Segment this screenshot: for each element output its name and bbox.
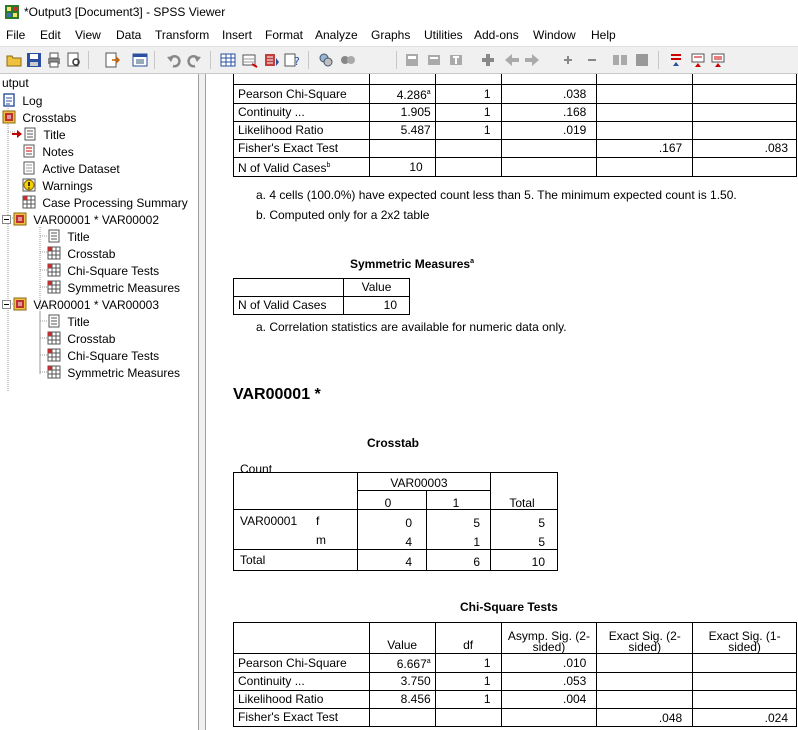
crosstab-title: Crosstab xyxy=(367,436,420,450)
title-icon xyxy=(47,314,61,328)
svg-text:?: ? xyxy=(294,55,300,68)
title-icon xyxy=(47,229,61,243)
menu-window[interactable]: Window xyxy=(533,28,576,42)
table-row: N of Valid Cases$^b$ 10 xyxy=(234,158,797,177)
goto-data-icon[interactable] xyxy=(220,52,236,68)
table-row: Likelihood Ratio 8.456 1 .004 xyxy=(234,691,797,709)
insert-output-icon[interactable] xyxy=(318,52,334,68)
table-row: Fisher's Exact Test .048 .024 xyxy=(234,709,797,727)
table-row: Pearson Chi-Square 4.286$^a$ 1 .038 xyxy=(234,85,797,104)
table-icon xyxy=(47,331,61,345)
title-bar xyxy=(0,0,798,24)
pane-splitter[interactable] xyxy=(199,74,206,730)
tree-item-symmetric-3[interactable]: Symmetric Measures xyxy=(47,365,180,381)
toolbar-separator xyxy=(658,51,659,69)
table-row: Pearson Chi-Square 6.667$^a$ 1 .010 xyxy=(234,654,797,673)
tree-root[interactable]: utput xyxy=(2,76,29,90)
insert-text-icon[interactable] xyxy=(448,52,464,68)
cell: 6 xyxy=(473,555,480,569)
table-icon xyxy=(47,246,61,260)
cell: 5 xyxy=(538,516,545,530)
insert-title-icon[interactable] xyxy=(426,52,442,68)
log-icon xyxy=(2,93,16,107)
title-icon xyxy=(23,127,37,141)
tree-item-var1-var2[interactable]: VAR00001 * VAR00002 xyxy=(2,212,159,228)
table-icon xyxy=(47,280,61,294)
forward-icon[interactable] xyxy=(524,52,540,68)
table-row: Likelihood Ratio 5.487 1 .019 xyxy=(234,122,797,140)
menu-utilities[interactable]: Utilities xyxy=(424,28,463,42)
tree-item-chi-square-2[interactable]: Chi-Square Tests xyxy=(47,263,159,279)
toolbar-separator xyxy=(210,51,211,69)
toolbar-separator xyxy=(308,51,309,69)
table-icon xyxy=(47,263,61,277)
tree-item-var1-var3[interactable]: VAR00001 * VAR00003 xyxy=(2,297,159,313)
cell: 4 xyxy=(405,535,412,549)
chi-square-table-2 xyxy=(233,622,797,727)
tree-item-title-2[interactable]: Title xyxy=(47,229,90,245)
menu-insert[interactable]: Insert xyxy=(222,28,253,42)
tree-item-active-dataset[interactable]: Active Dataset xyxy=(22,161,120,177)
promote-icon[interactable] xyxy=(560,52,576,68)
undo-icon[interactable] xyxy=(166,52,182,68)
col-cat-0: 0 xyxy=(384,496,392,510)
count-label: Count xyxy=(240,462,273,476)
menu-addons[interactable]: Add-ons xyxy=(474,28,519,42)
symmetric-measures-table: Value N of Valid Cases 10 xyxy=(233,278,410,315)
outline-pane xyxy=(0,74,199,730)
row-var-label: VAR00001 xyxy=(240,514,298,528)
tree-item-notes[interactable]: Notes xyxy=(22,144,74,160)
table-header: Value df Asymp. Sig. (2-sided) Exact Sig. (2-sided) Exact Sig. (1-sided) xyxy=(234,623,797,654)
menu-file[interactable]: File xyxy=(6,28,26,42)
menu-help[interactable]: Help xyxy=(591,28,616,42)
footnote-b: b. Computed only for a 2x2 table xyxy=(256,208,430,222)
tree-item-crosstab-3[interactable]: Crosstab xyxy=(47,331,115,347)
designate-window-icon[interactable] xyxy=(710,52,726,68)
footnote-a: a. 4 cells (100.0%) have expected count less than 5. The minimum expected count is 1.50. xyxy=(256,188,737,202)
active-dataset-icon xyxy=(22,161,36,175)
table-row: Fisher's Exact Test .167 .083 xyxy=(234,140,797,158)
table-icon xyxy=(47,365,61,379)
hide-icon[interactable] xyxy=(690,52,706,68)
tree-item-chi-square-3[interactable]: Chi-Square Tests xyxy=(47,348,159,364)
menu-data[interactable]: Data xyxy=(116,28,142,42)
row-total-label: Total xyxy=(240,553,266,567)
add-icon[interactable] xyxy=(480,52,496,68)
menu-format[interactable]: Format xyxy=(265,28,304,42)
toolbar-separator xyxy=(396,51,397,69)
col-total-header: Total xyxy=(509,496,535,510)
toolbar xyxy=(0,46,798,74)
table-icon xyxy=(22,195,36,209)
table-row: Continuity ... 3.750 1 .053 xyxy=(234,673,797,691)
chi-square-table-1 xyxy=(233,74,797,177)
show-all-icon[interactable] xyxy=(340,52,356,68)
menu-transform[interactable]: Transform xyxy=(155,28,210,42)
expand-icon[interactable] xyxy=(612,52,628,68)
toolbar-separator xyxy=(154,51,155,69)
cell: 1 xyxy=(473,535,480,549)
tree-item-crosstabs[interactable]: Crosstabs xyxy=(2,110,76,126)
book-icon xyxy=(2,110,16,124)
selected-arrow-icon xyxy=(12,129,22,139)
variables-icon[interactable] xyxy=(264,52,280,68)
tree-item-title-3[interactable]: Title xyxy=(47,314,90,330)
goto-case-icon[interactable] xyxy=(242,52,258,68)
toolbar-separator xyxy=(88,51,89,69)
table-row: N of Valid Cases 10 xyxy=(234,297,410,315)
notes-icon xyxy=(22,144,36,158)
menu-bar xyxy=(0,26,798,46)
window-title: *Output3 [Document3] - SPSS Viewer xyxy=(24,5,226,19)
warning-icon xyxy=(22,178,36,192)
tree-item-symmetric-2[interactable]: Symmetric Measures xyxy=(47,280,180,296)
menu-edit[interactable]: Edit xyxy=(40,28,61,42)
cell: 5 xyxy=(538,535,545,549)
tree-item-case-processing-summary[interactable]: Case Processing Summary xyxy=(22,195,188,211)
section-heading: VAR00001 * xyxy=(233,386,321,403)
use-sets-icon[interactable] xyxy=(284,52,300,68)
collapse-node-icon[interactable] xyxy=(2,300,11,309)
footnote-correlation: a. Correlation statistics are available for numeric data only. xyxy=(256,320,567,334)
menu-graphs[interactable]: Graphs xyxy=(371,28,411,42)
collapse-node-icon[interactable] xyxy=(2,215,11,224)
dialog-recall-icon[interactable] xyxy=(132,52,148,68)
menu-analyze[interactable]: Analyze xyxy=(315,28,358,42)
symmetric-measures-title: Symmetric Measures$^a$ xyxy=(350,257,474,271)
show-icon[interactable] xyxy=(668,52,684,68)
row-cat-f: f xyxy=(316,514,320,528)
open-icon[interactable] xyxy=(6,52,22,68)
spss-app-icon xyxy=(5,5,19,19)
output-pane xyxy=(206,74,798,730)
print-preview-icon[interactable] xyxy=(66,52,82,68)
book-icon xyxy=(13,212,27,226)
insert-heading-icon[interactable] xyxy=(404,52,420,68)
table-row: Continuity ... 1.905 1 .168 xyxy=(234,104,797,122)
cell: 5 xyxy=(473,516,480,530)
chi-square-title: Chi-Square Tests xyxy=(460,600,558,614)
tree-item-warnings[interactable]: Warnings xyxy=(22,178,93,194)
cell: 10 xyxy=(531,555,545,569)
demote-icon[interactable] xyxy=(584,52,600,68)
menu-view[interactable]: View xyxy=(75,28,101,42)
col-cat-1: 1 xyxy=(452,496,460,510)
back-icon[interactable] xyxy=(504,52,520,68)
row-cat-m: m xyxy=(316,533,326,547)
cell: 4 xyxy=(405,555,412,569)
tree-item-crosstab-2[interactable]: Crosstab xyxy=(47,246,115,262)
col-var-header: VAR00003 xyxy=(390,476,448,490)
book-icon xyxy=(13,297,27,311)
tree-item-log[interactable]: Log xyxy=(2,93,42,109)
export-icon[interactable] xyxy=(104,52,120,68)
table-icon xyxy=(47,348,61,362)
tree-item-title[interactable]: Title xyxy=(12,127,66,143)
redo-icon[interactable] xyxy=(186,52,202,68)
collapse-icon[interactable] xyxy=(634,52,650,68)
print-icon[interactable] xyxy=(46,52,62,68)
save-icon[interactable] xyxy=(26,52,42,68)
cell: 0 xyxy=(405,516,412,530)
